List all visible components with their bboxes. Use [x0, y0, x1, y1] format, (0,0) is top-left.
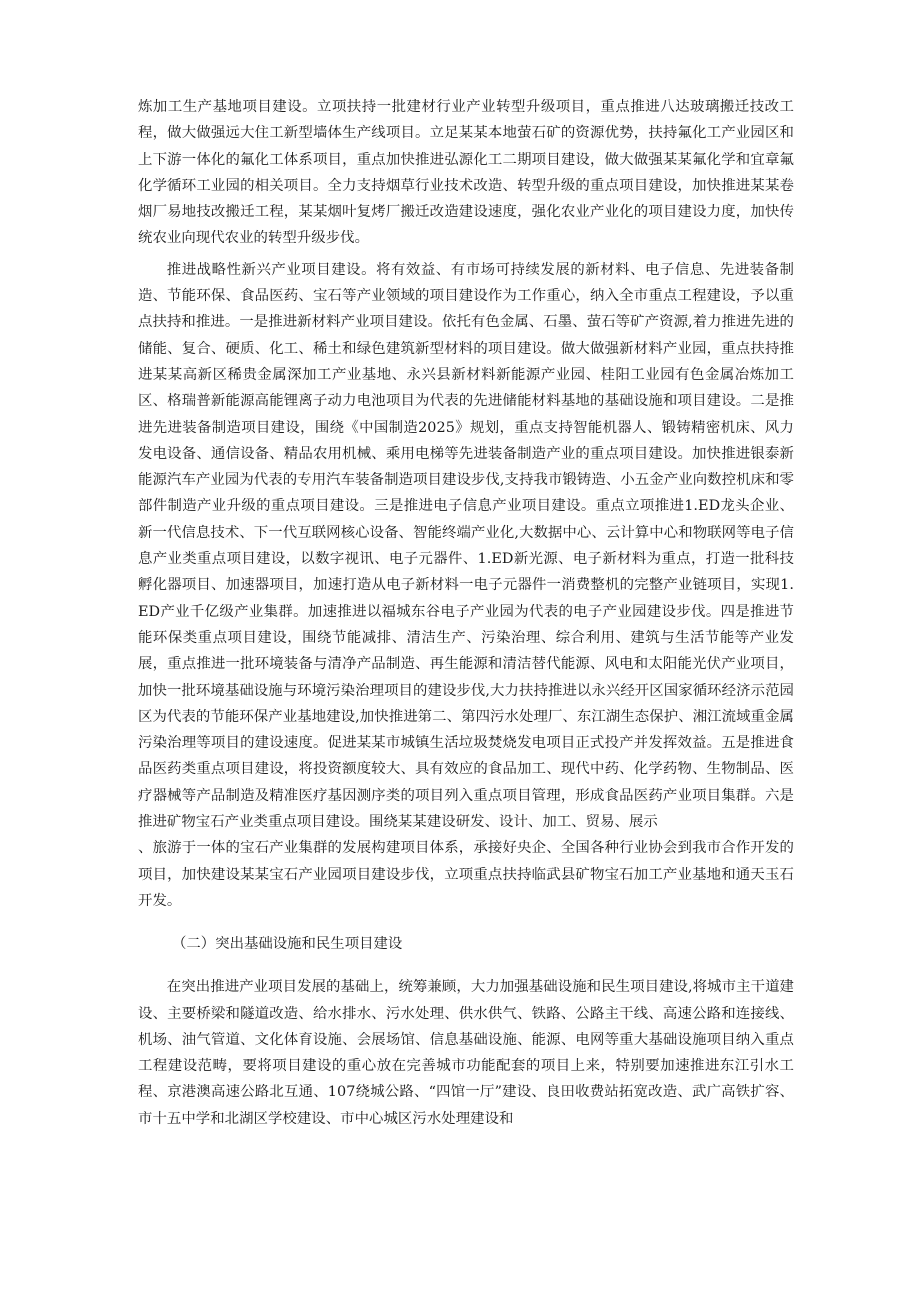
paragraph-infrastructure: 在突出推进产业项目发展的基础上，统筹兼顾，大力加强基础设施和民生项目建设,将城市主干道建设、主要桥梁和隧道改造、给水排水、污水处理、供水供气、铁路、公路主干线、高速公路和连接线、机场、油气管道、文化体育设施、会展场馆、信息基础设施、能源、电网等重大基础设施项目纳入重点工程建设范畴，要将项目建设的重心放在完善城市功能配套的项目上来，特别要加速推进东江引水工程、京港澳高速公路北互通、107绕城公路、“四馆一厅”建设、良田收费站拓宽改造、武广高铁扩容、市十五中学和北湖区学校建设、市中心城区污水处理建设和: [138, 979, 794, 1127]
paragraph-building-materials: 炼加工生产基地项目建设。立项扶持一批建材行业产业转型升级项目，重点推进八达玻璃搬迁技改工程，做大做强远大住工新型墙体生产线项目。立足某某本地萤石矿的资源优势，扶持氟化工产业园区和上下游一体化的氟化工体系项目，重点加快推进弘源化工二期项目建设，做大做强某某氟化学和宜章氟化学循环工业园的相关项目。全力支持烟草行业技术改造、转型升级的重点项目建设，加快推进某某卷烟厂易地技改搬迁工程，某某烟叶复烤厂搬迁改造建设速度，强化农业产业化的项目建设力度，加快传统农业向现代农业的转型升级步伐。: [138, 99, 794, 247]
section-heading-infrastructure: （二）突出基础设施和民生项目建设: [172, 936, 403, 953]
paragraph-emerging-industries: 推进战略性新兴产业项目建设。将有效益、有市场可持续发展的新材料、电子信息、先进装备制造、节能环保、食品医药、宝石等产业领域的项目建设作为工作重心，纳入全市重点工程建设，予以重点扶持和推进。一是推进新材料产业项目建设。依托有色金属、石墨、萤石等矿产资源,着力推进先进的储能、复合、硬质、化工、稀土和绿色建筑新型材料的项目建设。做大做强新材料产业园，重点扶持推进某某高新区稀贵金属深加工产业基地、永兴县新材料新能源产业园、桂阳工业园有色金属冶炼加工区、格瑞普新能源高能锂离子动力电池项目为代表的先进储能材料基地的基础设施和项目建设。二是推进先进装备制造项目建设，围绕《中国制造2025》规划，重点支持智能机器人、锻铸精密机床、风力发电设备、通信设备、精品农用机械、乘用电梯等先进装备制造产业的重点项目建设。加快推进银泰新能源汽车产业园为代表的专用汽车装备制造项目建设步伐,支持我市锻铸造、小五金产业向数控机床和零部件制造产业升级的重点项目建设。三是推进电子信息产业项目建设。重点立项推进1.ED龙头企业、新一代信息技术、下一代互联网核心设备、智能终端产业化,大数据中心、云计算中心和物联网等电子信息产业类重点项目建设，以数字视讯、电子元器件、1.ED新光源、电子新材料为重点，打造一批科技孵化器项目、加速器项目，加速打造从电子新材料一电子元器件一消费整机的完整产业链项目，实现1.ED产业千亿级产业集群。加速推进以福城东谷电子产业园为代表的电子产业园建设步伐。四是推进节能环保类重点项目建设，围绕节能减排、清洁生产、污染治理、综合利用、建筑与生活节能等产业发展，重点推进一批环境装备与清净产品制造、再生能源和清洁替代能源、风电和太阳能光伏产业项目，加快一批环境基础设施与环境污染治理项目的建设步伐,大力扶持推进以永兴经开区国家循环经济示范园区为代表的节能环保产业基地建设,加快推进第二、第四污水处理厂、东江湖生态保护、湘江流域重金属污染治理等项目的建设速度。促进某某市城镇生活垃圾焚烧发电项目正式投产并发挥效益。五是推进食品医药类重点项目建设，将投资额度较大、具有效应的食品加工、现代中药、化学药物、生物制品、医疗器械等产品制造及精准医疗基因测序类的项目列入重点项目管理，形成食品医药产业项目集群。六是推进矿物宝石产业类重点项目建设。围绕某某建设研发、设计、加工、贸易、展示: [138, 261, 794, 831]
paragraph-gem-industry-continued: 、旅游于一体的宝石产业集群的发展构建项目体系，承接好央企、全国各种行业协会到我市合作开发的项目，加快建设某某宝石产业园项目建设步伐，立项重点扶持临武县矿物宝石加工产业基地和通天玉石开发。: [138, 840, 794, 909]
document-page: [138, 94, 794, 1132]
